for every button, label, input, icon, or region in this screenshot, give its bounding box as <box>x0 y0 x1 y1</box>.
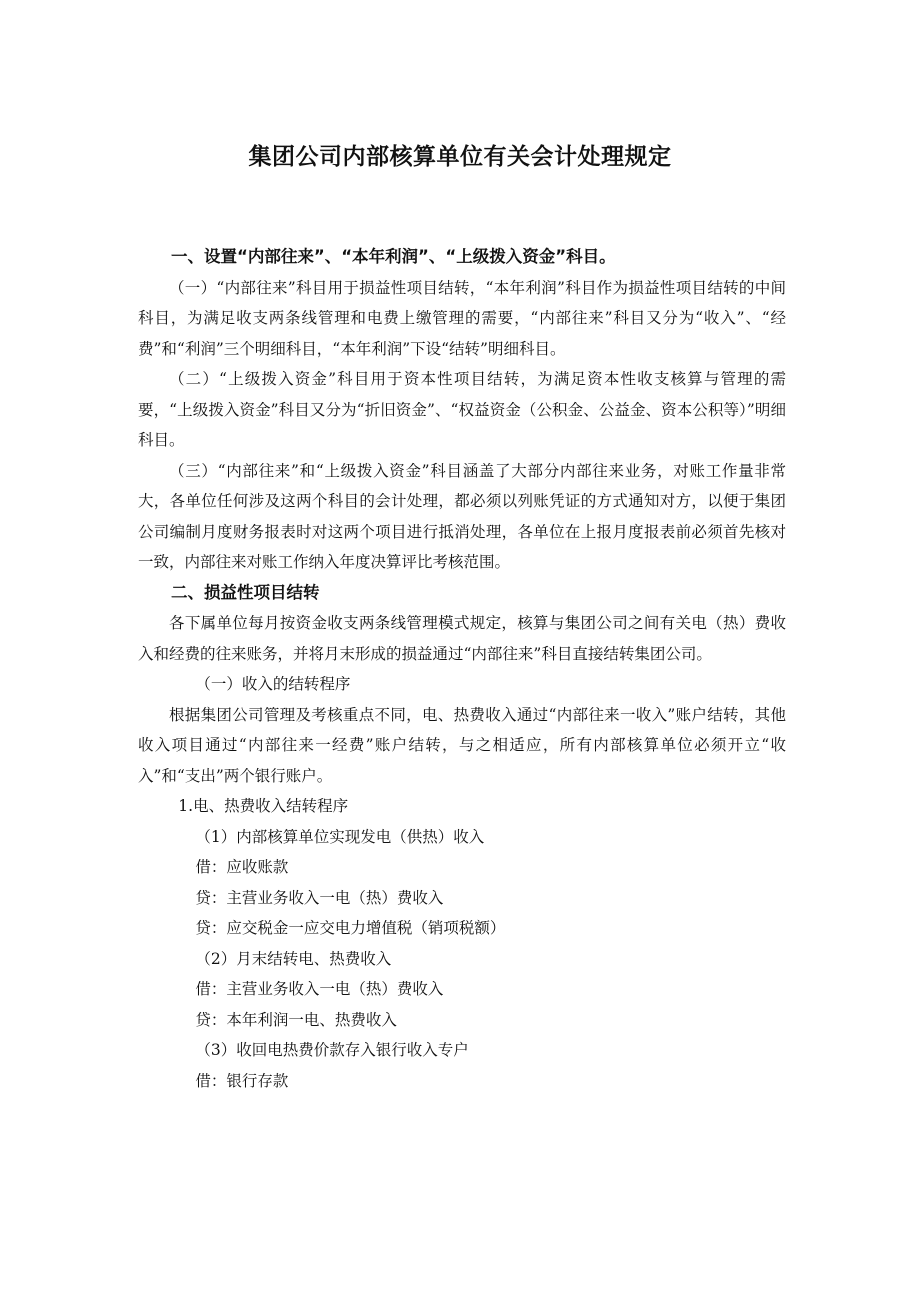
entry-line: （1）内部核算单位实现发电（供热）收入 <box>195 827 485 846</box>
entry-line: 贷：主营业务收入一电（热）费收入 <box>195 888 444 907</box>
paragraph-3: （三）“内部往来”和“上级拨入资金”科目涵盖了大部分内部往来业务，对账工作量非常大，各单位任何涉及这两个科目的会计处理，都必须以列账凭证的方式通知对方，以便于集团公司编制月度财务报表时对这两个项目进行抵消处理，各单位在上报月度报表前必须首先核对一致，内部往来对账工作纳入年度决算评比考核范围。 <box>138 461 786 571</box>
section-heading-1: 一、设置“内部往来”、“本年利润”、“上级拨入资金”科目。 <box>171 247 616 266</box>
paragraph-5: 根据集团公司管理及考核重点不同，电、热费收入通过“内部往来一收入”账户结转，其他收入项目通过“内部往来一经费”账户结转，与之相适应，所有内部核算单位必须开立“收入”和“支出”两个银行账户。 <box>138 705 786 785</box>
entry-line: （2）月末结转电、热费收入 <box>195 949 392 968</box>
document-body <box>138 240 786 1096</box>
subsection-heading-1: （一）收入的结转程序 <box>195 675 351 693</box>
paragraph-2: （二）“上级拨入资金”科目用于资本性项目结转，为满足资本性收支核算与管理的需要，“上级拨入资金”科目又分为“折旧资金”、“权益资金（公积金、公益金、资本公积等）”明细科目。 <box>138 370 786 449</box>
item-heading-1: 1.电、热费收入结转程序 <box>178 797 349 815</box>
document-title: 集团公司内部核算单位有关会计处理规定 <box>248 144 672 170</box>
entry-line: 借：主营业务收入一电（热）费收入 <box>195 980 444 998</box>
entry-line: 借：银行存款 <box>195 1071 289 1090</box>
entry-line: 贷：本年利润一电、热费收入 <box>195 1010 397 1029</box>
entry-line: 借：应收账款 <box>195 858 289 876</box>
section-heading-2: 二、损益性项目结转 <box>171 582 320 602</box>
paragraph-1: （一）“内部往来”科目用于损益性项目结转，“本年利润”科目作为损益性项目结转的中间科目，为满足收支两条线管理和电费上缴管理的需要，“内部往来”科目又分为“收入”、“经费”和“利润”三个明细科目，“本年利润”下设“结转”明细科目。 <box>138 278 786 358</box>
entry-line: 贷：应交税金一应交电力增值税（销项税额） <box>195 919 506 937</box>
entry-line: （3）收回电热费价款存入银行收入专户 <box>195 1041 469 1059</box>
paragraph-4: 各下属单位每月按资金收支两条线管理模式规定，核算与集团公司之间有关电（热）费收入和经费的往来账务，并将月末形成的损益通过“内部往来”科目直接结转集团公司。 <box>138 614 786 663</box>
